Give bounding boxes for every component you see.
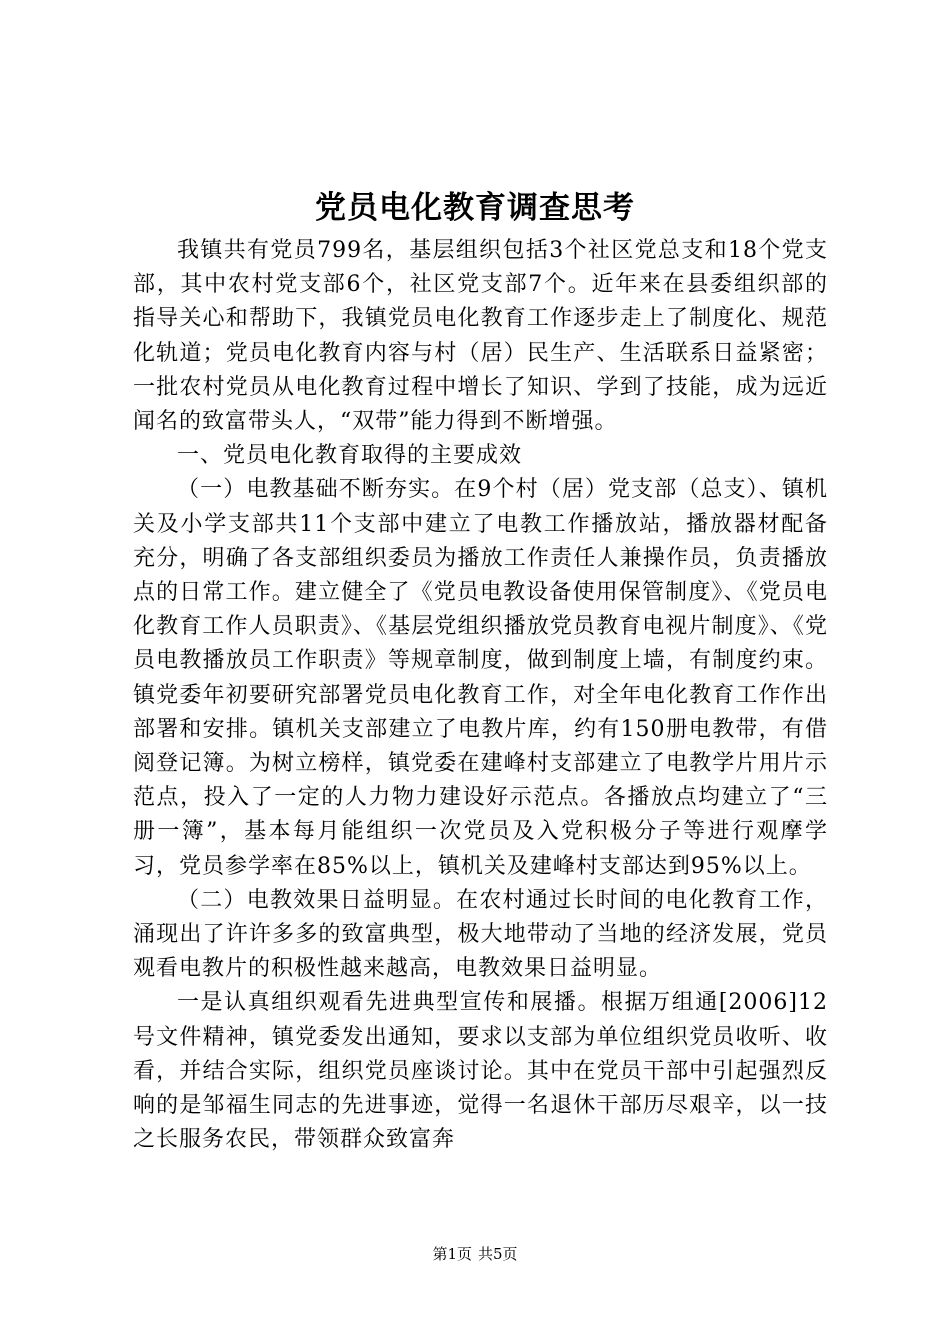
subsection-paragraph-1: （一）电教基础不断夯实。在9个村（居）党支部（总支）、镇机关及小学支部共11个支部中建立了电教工作播放站，播放器材配备充分，明确了各支部组织委员为播放工作责任人兼操作员，负责播放点的日常工作。建立健全了《党员电教设备使用保管制度》、《党员电化教育工作人员职责》、《基层党组织播放党员教育电视片制度》、《党员电教播放员工作职责》等规章制度，做到制度上墙，有制度约束。镇党委年初要研究部署党员电化教育工作，对全年电化教育工作作出部署和安排。镇机关支部建立了电教片库，约有150册电教带，有借阅登记簿。为树立榜样，镇党委在建峰村支部建立了电教学片用片示范点，投入了一定的人力物力建设好示范点。各播放点均建立了“三册一簿”，基本每月能组织一次党员及入党积极分子等进行观摩学习，党员参学率在85%以上，镇机关及建峰村支部达到95%以上。 (133, 477, 828, 879)
page-total: 共5页 (478, 1245, 518, 1263)
section-heading: 一、党员电化教育取得的主要成效 (177, 443, 523, 469)
page-footer (0, 1244, 950, 1264)
body-paragraph: 一是认真组织观看先进典型宣传和展播。根据万组通[2006]12号文件精神，镇党委发出通知，要求以支部为单位组织党员收听、收看，并结合实际，组织党员座谈讨论。其中在党员干部中引起强烈反响的是邹福生同志的先进事迹，觉得一名退休干部历尽艰辛，以一技之长服务农民，带领群众致富奔 (133, 990, 828, 1153)
page-title: 党员电化教育调查思考 (315, 190, 635, 226)
document-body (133, 234, 828, 1157)
subsection-paragraph-2: （二）电教效果日益明显。在农村通过长时间的电化教育工作，涌现出了许许多多的致富典型，极大地带动了当地的经济发展，党员观看电教片的积极性越来越高，电教效果日益明显。 (133, 887, 828, 982)
intro-paragraph: 我镇共有党员799名，基层组织包括3个社区党总支和18个党支部，其中农村党支部6个，社区党支部7个。近年来在县委组织部的指导关心和帮助下，我镇党员电化教育工作逐步走上了制度化、规范化轨道；党员电化教育内容与村（居）民生产、生活联系日益紧密；一批农村党员从电化教育过程中增长了知识、学到了技能，成为远近闻名的致富带头人，“双带”能力得到不断增强。 (133, 238, 828, 435)
page-number: 第1页 (432, 1245, 472, 1263)
